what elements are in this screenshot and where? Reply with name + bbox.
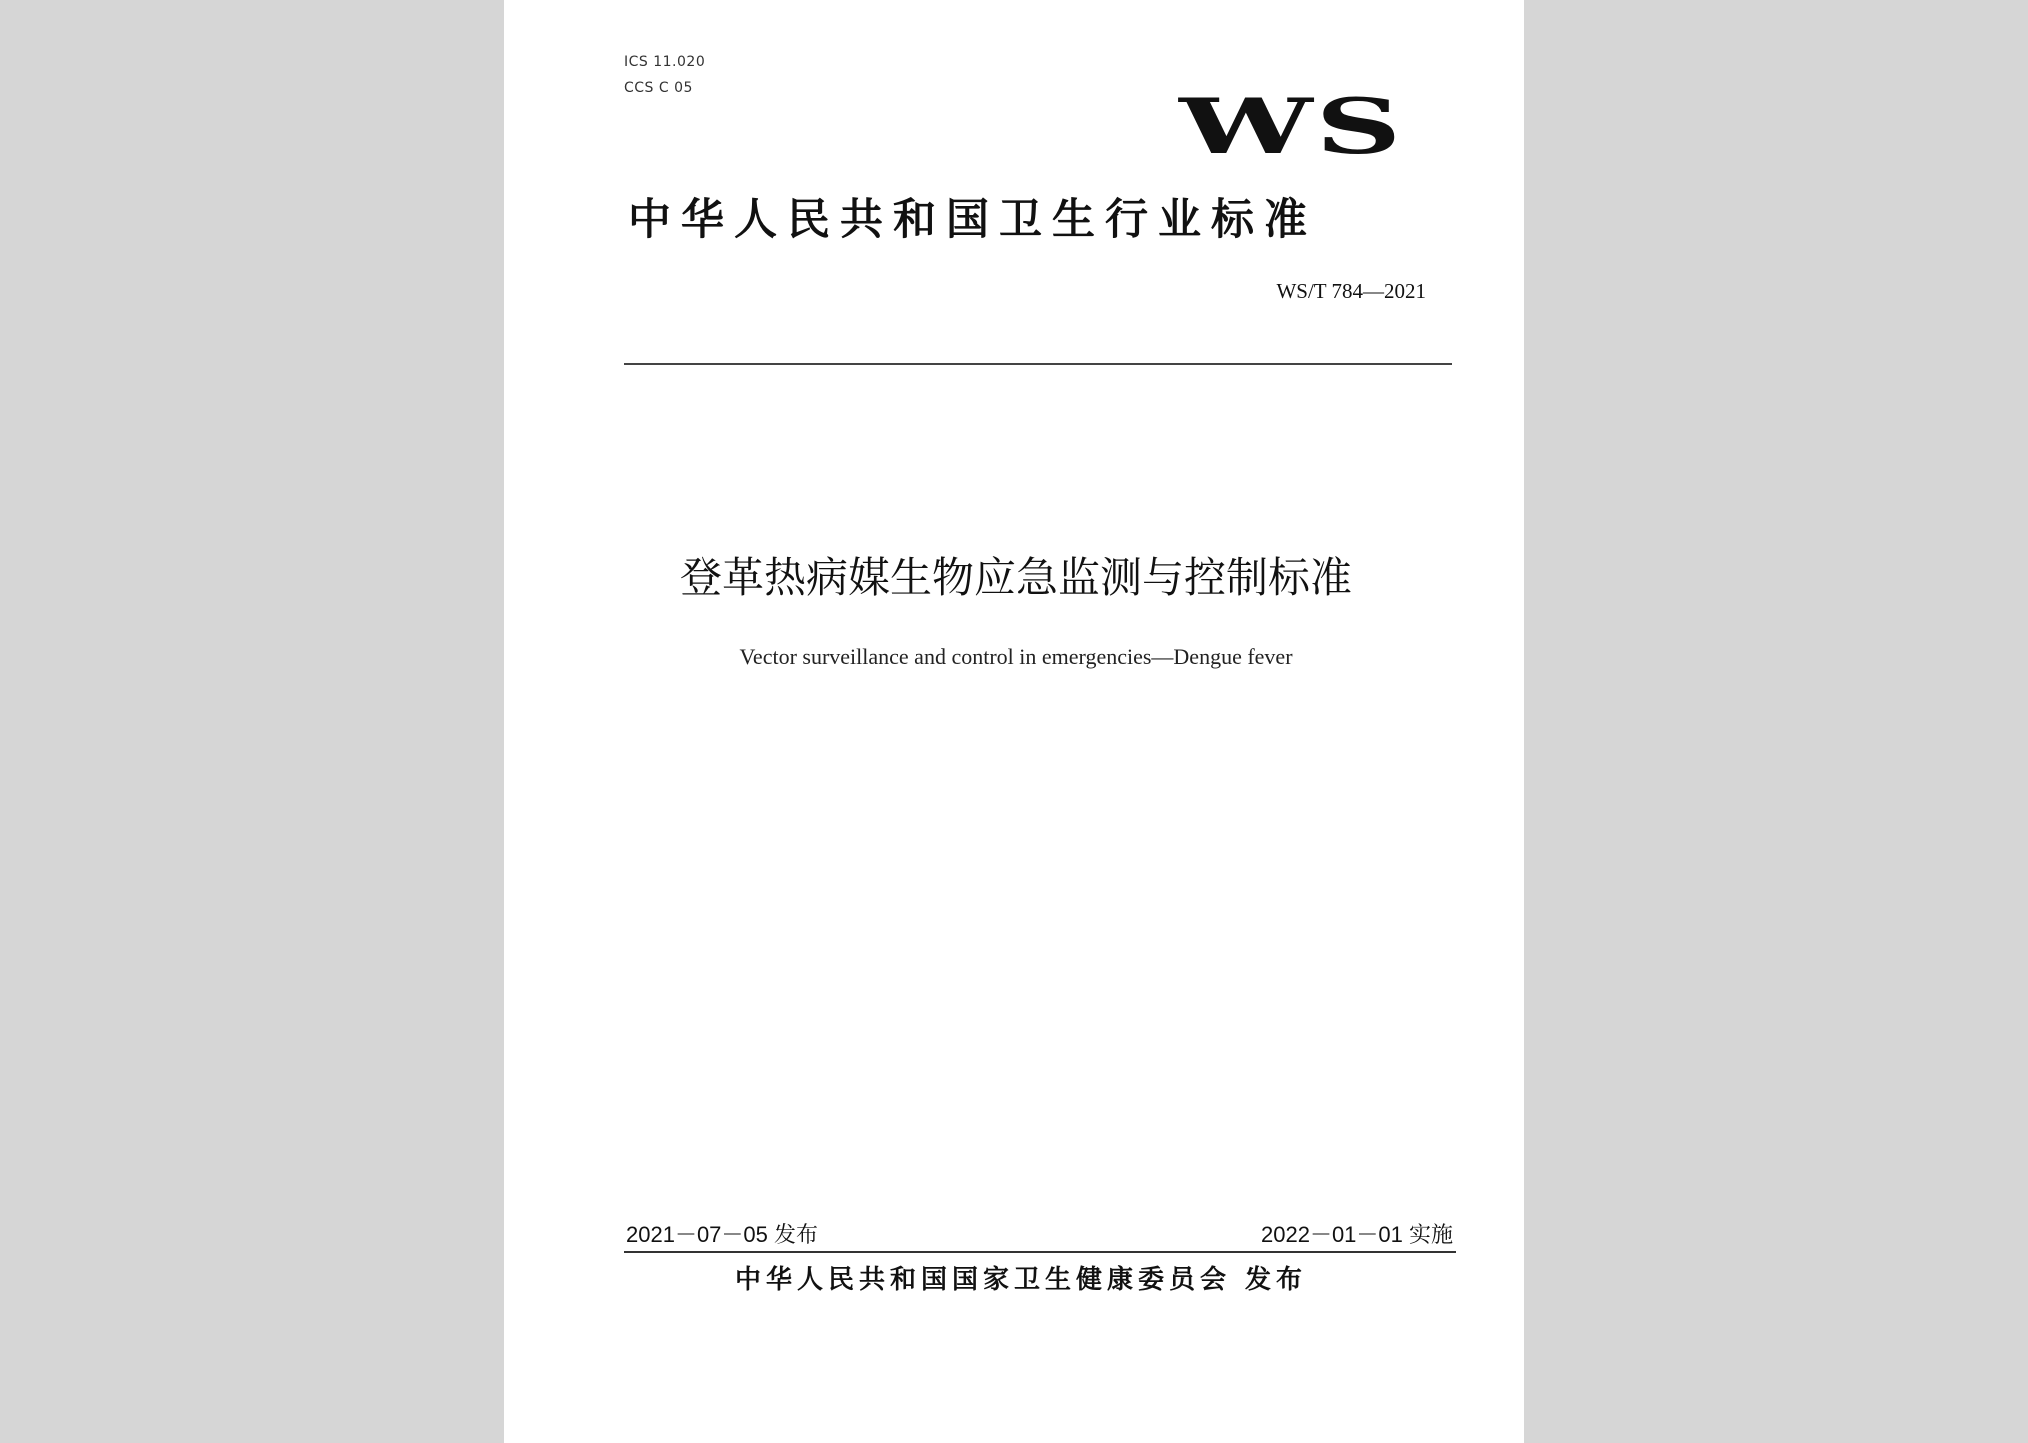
standard-heading: 中华人民共和国卫生行业标准	[628, 195, 1317, 245]
document-title-english: Vector surveillance and control in emergencies—Dengue fever	[739, 644, 1293, 669]
document-page	[504, 0, 1524, 1443]
document-title-chinese: 登革热病媒生物应急监测与控制标准	[679, 553, 1352, 602]
ccs-code: CCS C 05	[624, 80, 693, 96]
footer-divider	[624, 1251, 1456, 1253]
ws-logo: WS	[1178, 82, 1404, 172]
standard-number: WS/T 784—2021	[1276, 279, 1426, 303]
ics-code: ICS 11.020	[624, 54, 706, 70]
issue-date: 2021－07－05 发布	[626, 1222, 818, 1247]
effective-date: 2022－01－01 实施	[1261, 1222, 1453, 1247]
header-divider	[624, 363, 1452, 365]
issuing-authority: 中华人民共和国国家卫生健康委员会 发布	[734, 1265, 1308, 1295]
